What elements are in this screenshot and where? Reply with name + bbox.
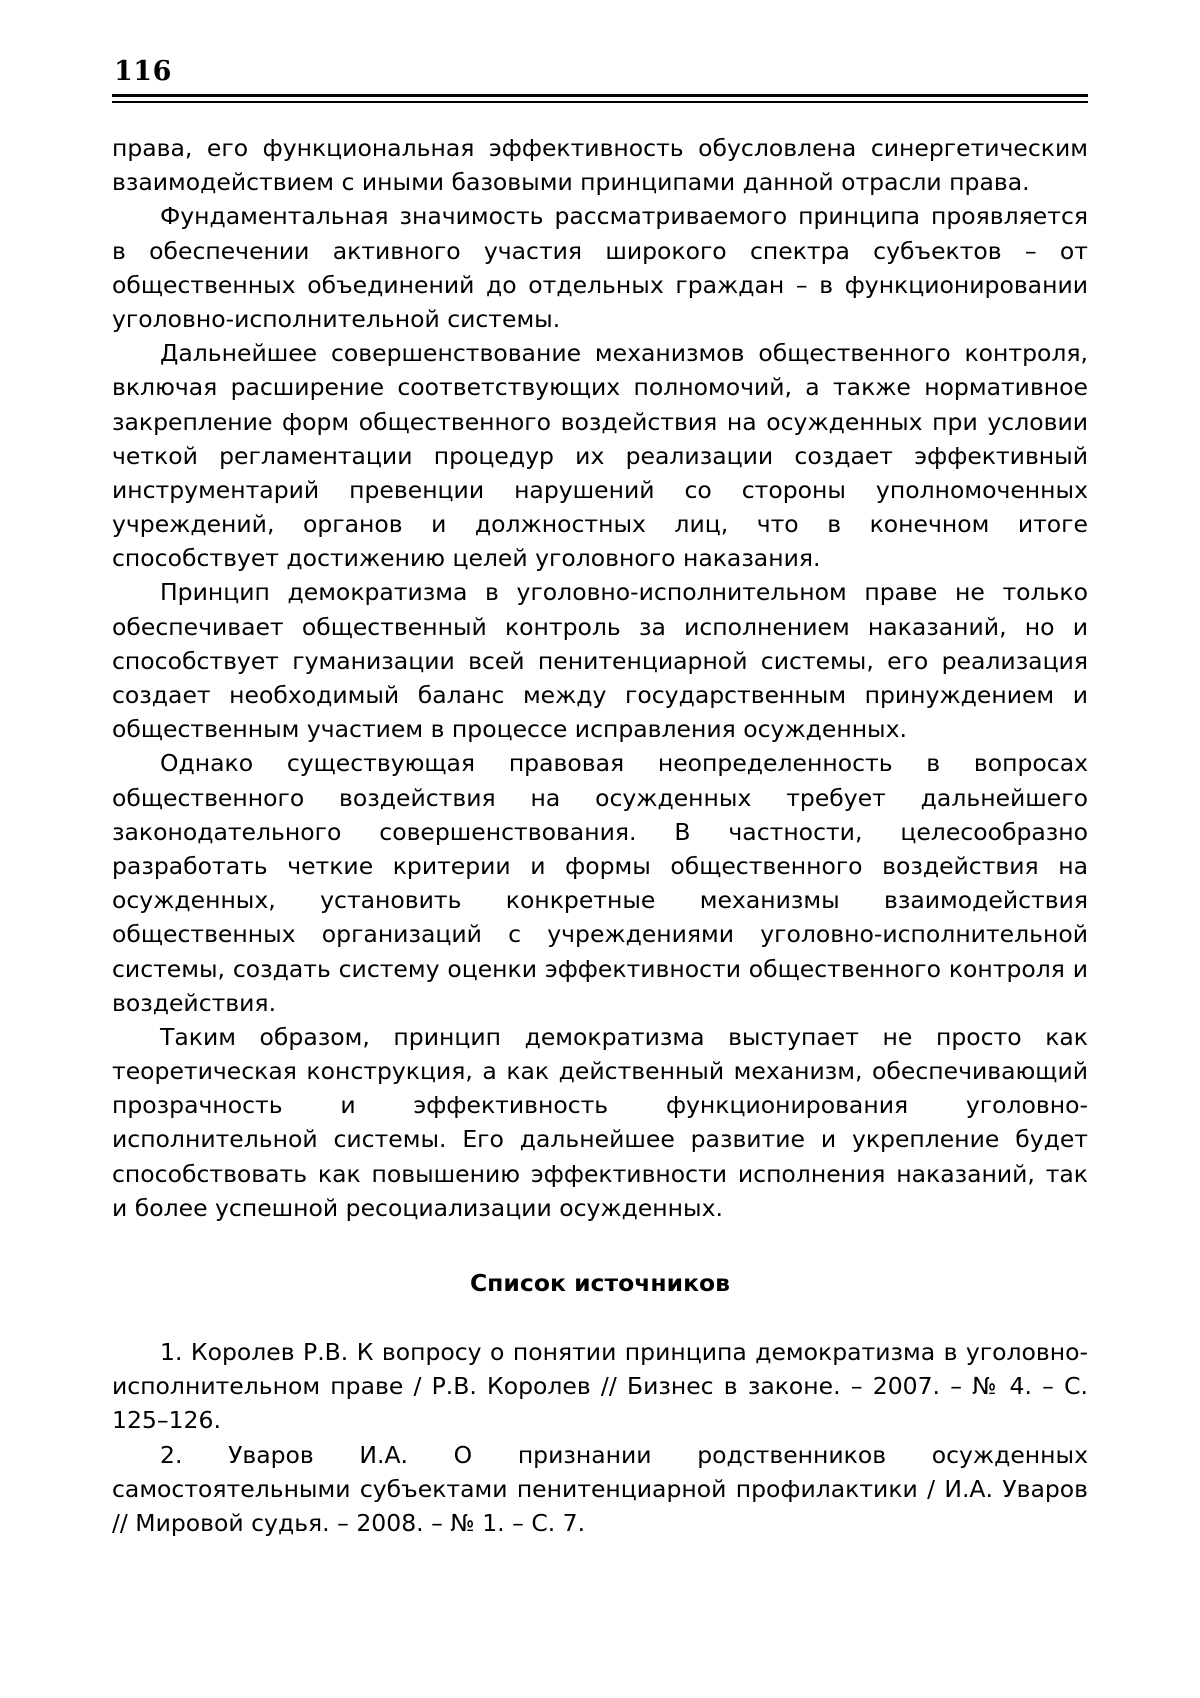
header-rule-thin bbox=[112, 101, 1088, 103]
paragraph: Принцип демократизма в уголовно-исполнительном праве не только обеспечивает общественный контроль за исполнением наказаний, но и способствует гуманизации всей пенитенциарной системы, его реализация создает необходимый баланс между государственным принуждением и общественным участием в процессе исправления осужденных. bbox=[112, 578, 1088, 744]
paragraph: Таким образом, принцип демократизма выступает не просто как теоретическая конструкция, а как действенный механизм, обеспечивающий прозрачность и эффективность функционирования уголовно-исполнительной системы. Его дальнейшее развитие и укрепление будет способствовать как повышению эффективности исполнения наказаний, так и более успешной ресоциализации осужденных. bbox=[112, 1022, 1088, 1222]
references-list bbox=[112, 1335, 1088, 1540]
paragraph: Фундаментальная значимость рассматриваемого принципа проявляется в обеспечении активного участия широкого спектра субъектов – от общественных объединений до отдельных граждан – в функционировании уголовно-исполнительной системы. bbox=[112, 202, 1088, 333]
reference-item: 1. Королев Р.В. К вопросу о понятии принципа демократизма в уголовно-исполнительном праве / Р.В. Королев // Бизнес в законе. – 2007. – № 4. – С. 125–126. bbox=[112, 1338, 1088, 1435]
paragraph: права, его функциональная эффективность обусловлена синергетическим взаимодействием с иными базовыми принципами данной отрасли права. bbox=[112, 134, 1088, 197]
paragraph: Однако существующая правовая неопределенность в вопросах общественного воздействия на осужденных требует дальнейшего законодательного совершенствования. В частности, целесообразно разработать четкие критерии и формы общественного воздействия на осужденных, установить конкретные механизмы взаимодействия общественных организаций с учреждениями уголовно-исполнительной системы, создать систему оценки эффективности общественного контроля и воздействия. bbox=[112, 749, 1088, 1017]
reference-item: 2. Уваров И.А. О признании родственников осужденных самостоятельными субъектами пенитенциарной профилактики / И.А. Уваров // Мировой судья. – 2008. – № 1. – С. 7. bbox=[112, 1440, 1088, 1537]
references-heading: Список источников bbox=[469, 1269, 731, 1297]
body-text bbox=[112, 131, 1088, 1225]
paragraph: Дальнейшее совершенствование механизмов общественного контроля, включая расширение соответствующих полномочий, а также нормативное закрепление форм общественного воздействия на осужденных при условии четкой регламентации процедур их реализации создает эффективный инструментарий превенции нарушений со стороны уполномоченных учреждений, органов и должностных лиц, что в конечном итоге способствует достижению целей уголовного наказания. bbox=[112, 339, 1088, 573]
page-number: 116 bbox=[114, 56, 172, 87]
header-rule-thick bbox=[112, 94, 1088, 97]
